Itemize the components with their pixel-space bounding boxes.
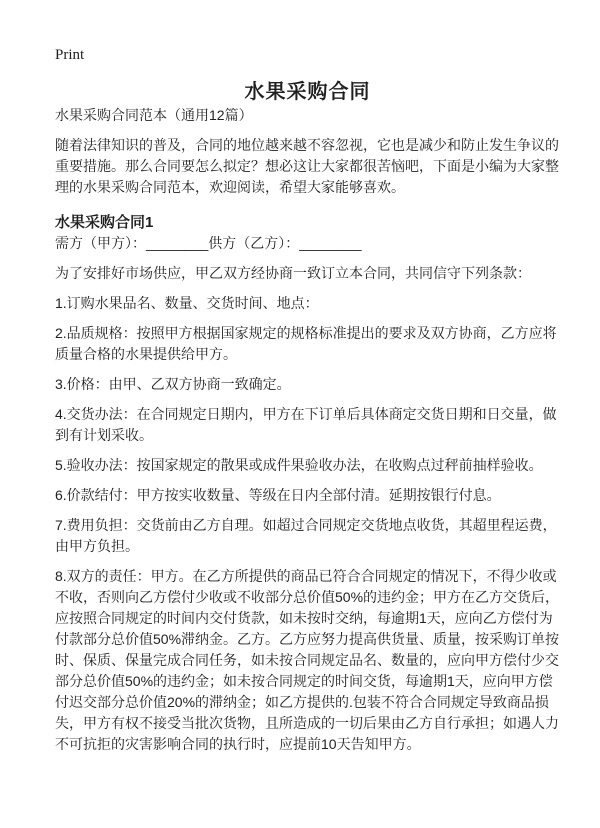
- intro-paragraph: 随着法律知识的普及，合同的地位越来越不容忽视，它也是减少和防止发生争议的重要措施。那么合同要怎么拟定？想必这让大家都很苦恼吧，下面是小编为大家整理的水果采购合同范本，欢迎阅读，希望大家能够喜欢。: [55, 137, 559, 195]
- contract-paragraph: 6.价款结付：甲方按实收数量、等级在日内全部付清。延期按银行付息。: [55, 487, 501, 503]
- doc-subtitle: 水果采购合同范本（通用12篇）: [55, 107, 253, 123]
- contract-paragraph: 5.验收办法：按国家规定的散果或成件果验收办法，在收购点过秤前抽样验收。: [55, 457, 543, 473]
- contract-paragraphs: [55, 263, 560, 755]
- contract-paragraph: 3.价格：由甲、乙双方协商一致确定。: [55, 376, 291, 392]
- contract-paragraph: 4.交货办法：在合同规定日期内，甲方在下订单后具体商定交货日期和日交量，做到有计划采收。: [55, 406, 557, 443]
- contract-paragraph: 8.双方的责任：甲方。在乙方所提供的商品已符合合同规定的情况下，不得少收或不收，否则向乙方偿付少收或不收部分总价值50%的违约金；甲方在乙方交货后，应按照合同规定的时间内交付货款，如未按时交纳，每逾期1天，应向乙方偿付为付款部分总价值50%滞纳金。乙方。乙方应努力提高供货量、质量，按采购订单按时、保质、保量完成合同任务，如未按合同规定品名、数量的，应向甲方偿付少交部分总价值50%的违约金；如未按合同规定的时间交货，每逾期1天，应向甲方偿付迟交部分总价值20%的滞纳金；如乙方提供的.包装不符合合同规定导致商品损失，甲方有权不接受当批次货物，且所造成的一切后果由乙方自行承担；如遇人力不可抗拒的灾害影响合同的执行时，应提前10天告知甲方。: [55, 568, 560, 752]
- contract-paragraph: 为了安排好市场供应，甲乙双方经协商一致订立本合同，共同信守下列条款：: [55, 265, 531, 281]
- section-heading: 水果采购合同1: [55, 214, 154, 231]
- contract-paragraph: 7.费用负担：交货前由乙方自理。如超过合同规定交货地点收货，其超里程运费，由甲方负担。: [55, 517, 557, 554]
- contract-paragraph: 1.订购水果品名、数量、交货时间、地点：: [55, 295, 319, 311]
- print-button[interactable]: Print: [55, 47, 85, 63]
- contract-paragraph: 2.品质规格：按照甲方根据国家规定的规格标准提出的要求及双方协商，乙方应将质量合格的水果提供给甲方。: [55, 325, 557, 362]
- page-title: 水果采购合同: [244, 81, 371, 103]
- parties-line: 需方（甲方）：________供方（乙方）：________: [55, 235, 362, 251]
